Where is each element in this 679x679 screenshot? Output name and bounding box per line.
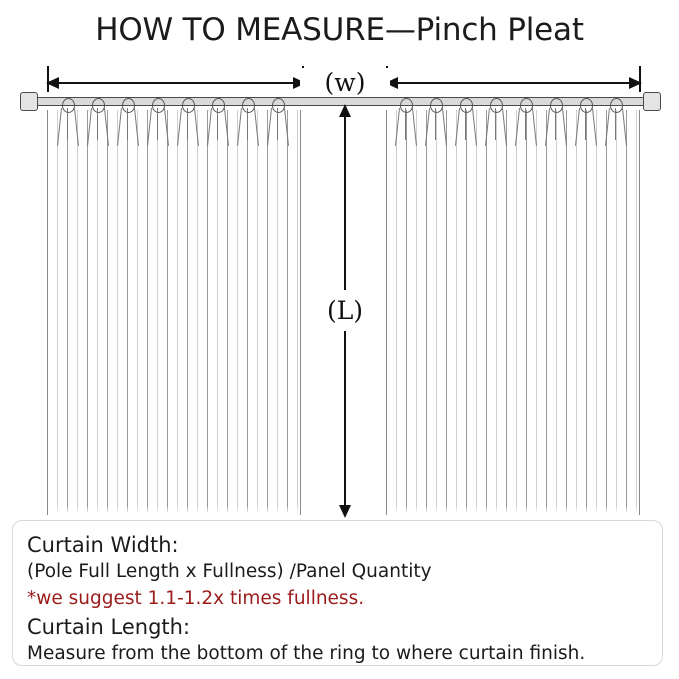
measurement-info-box	[12, 520, 663, 666]
width-label: (w)	[300, 68, 390, 97]
width-arrow-right	[386, 82, 641, 84]
width-arrow-left	[47, 82, 305, 84]
pinch-pleat-icon	[241, 108, 255, 148]
curtain-length-instruction: Measure from the bottom of the ring to where curtain finish.	[27, 643, 586, 664]
pinch-pleat-icon	[459, 108, 473, 148]
curtain-width-formula: (Pole Full Length x Fullness) /Panel Quantity	[27, 561, 432, 582]
pinch-pleat-icon	[429, 108, 443, 148]
pinch-pleat-icon	[579, 108, 593, 148]
arrowhead-right-icon	[629, 77, 642, 89]
curtain-length-heading: Curtain Length:	[27, 615, 191, 639]
pinch-pleat-icon	[399, 108, 413, 148]
arrowhead-up-icon	[339, 104, 351, 117]
pinch-pleat-icon	[489, 108, 503, 148]
pinch-pleat-icon	[271, 108, 285, 148]
curtain-panel-left	[47, 110, 301, 515]
panel-hem	[387, 506, 639, 516]
pinch-pleat-icon	[181, 108, 195, 148]
rod-finial-right-icon	[643, 92, 661, 111]
curtain-panel-right	[386, 110, 640, 515]
pinch-pleat-icon	[609, 108, 623, 148]
pinch-pleat-icon	[211, 108, 225, 148]
rod-finial-left-icon	[20, 92, 38, 111]
curtain-diagram	[0, 60, 679, 520]
pinch-pleat-icon	[549, 108, 563, 148]
fullness-suggestion-note: *we suggest 1.1-1.2x times fullness.	[27, 588, 365, 609]
arrowhead-down-icon	[339, 505, 351, 518]
arrowhead-left-icon	[46, 77, 59, 89]
page-title: HOW TO MEASURE—Pinch Pleat	[95, 12, 584, 48]
pinch-pleat-icon	[121, 108, 135, 148]
pinch-pleat-icon	[519, 108, 533, 148]
curtain-width-heading: Curtain Width:	[27, 533, 179, 557]
pinch-pleat-icon	[61, 108, 75, 148]
panel-hem	[48, 506, 300, 516]
length-label: (L)	[310, 290, 380, 331]
pinch-pleat-icon	[91, 108, 105, 148]
pinch-pleat-icon	[151, 108, 165, 148]
